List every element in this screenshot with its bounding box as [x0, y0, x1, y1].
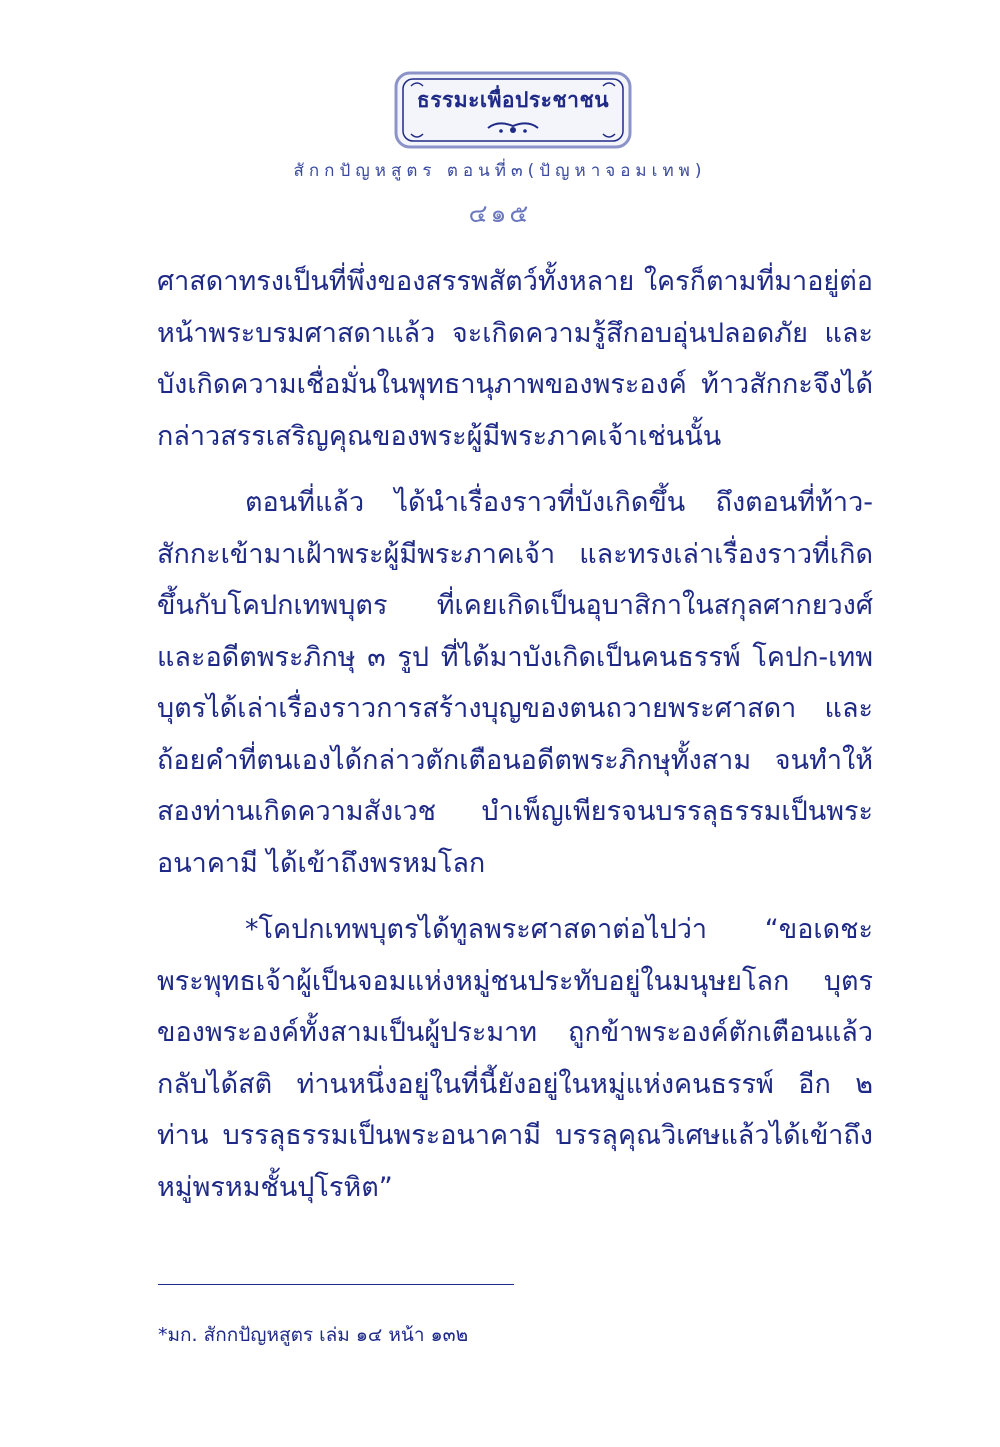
body-text	[157, 256, 873, 1213]
page-number: ๔๑๕	[468, 199, 532, 228]
dhamma-logo	[393, 70, 633, 150]
chapter-title: สักกปัญหสูตร ตอนที่๓(ปัญหาจอมเทพ)	[293, 161, 707, 181]
logo-text: ธรรมะเพื่อประชาชน	[416, 88, 610, 112]
paragraph-2: ตอนที่แล้ว ได้นำเรื่องราวที่บังเกิดขึ้น ถึงตอนที่ท้าว-สักกะเข้ามาเฝ้าพระผู้มีพระภาคเจ้า และทรงเล่าเรื่องราวที่เกิดขึ้นกับโคปกเทพบุตร ที่เคยเกิดเป็นอุบาสิกาในสกุลศากยวงศ์ และอดีตพระภิกษุ ๓ รูป ที่ได้มาบังเกิดเป็นคนธรรพ์ โคปก-เทพบุตรได้เล่าเรื่องราวการสร้างบุญของตนถวายพระศาสดา และถ้อยคำที่ตนเองได้กล่าวตักเตือนอดีตพระภิกษุทั้งสาม จนทำให้สองท่านเกิดความสังเวช บำเพ็ญเพียรจนบรรลุธรรมเป็นพระอนาคามี ได้เข้าถึงพรหมโลก	[157, 487, 873, 879]
paragraph-3: *โคปกเทพบุตรได้ทูลพระศาสดาต่อไปว่า “ขอเดชะพระพุทธเจ้าผู้เป็นจอมแห่งหมู่ชนประทับอยู่ในมนุษยโลก บุตรของพระองค์ทั้งสามเป็นผู้ประมาท ถูกข้าพระองค์ตักเตือนแล้ว กลับได้สติ ท่านหนึ่งอยู่ในที่นี้ยังอยู่ในหมู่แห่งคนธรรพ์ อีก ๒ ท่าน บรรลุธรรมเป็นพระอนาคามี บรรลุคุณวิเศษแล้วได้เข้าถึงหมู่พรหมชั้นปุโรหิต”	[157, 914, 873, 1203]
footnote-divider	[158, 1284, 514, 1285]
footnote: *มก. สักกปัญหสูตร เล่ม ๑๔ หน้า ๑๓๒	[158, 1324, 469, 1346]
paragraph-1: ศาสดาทรงเป็นที่พึ่งของสรรพสัตว์ทั้งหลาย ใครก็ตามที่มาอยู่ต่อหน้าพระบรมศาสดาแล้ว จะเกิดความรู้สึกอบอุ่นปลอดภัย และบังเกิดความเชื่อมั่นในพุทธานุภาพของพระองค์ ท้าวสักกะจึงได้กล่าวสรรเสริญคุณของพระผู้มีพระภาคเจ้าเช่นนั้น	[157, 266, 873, 452]
